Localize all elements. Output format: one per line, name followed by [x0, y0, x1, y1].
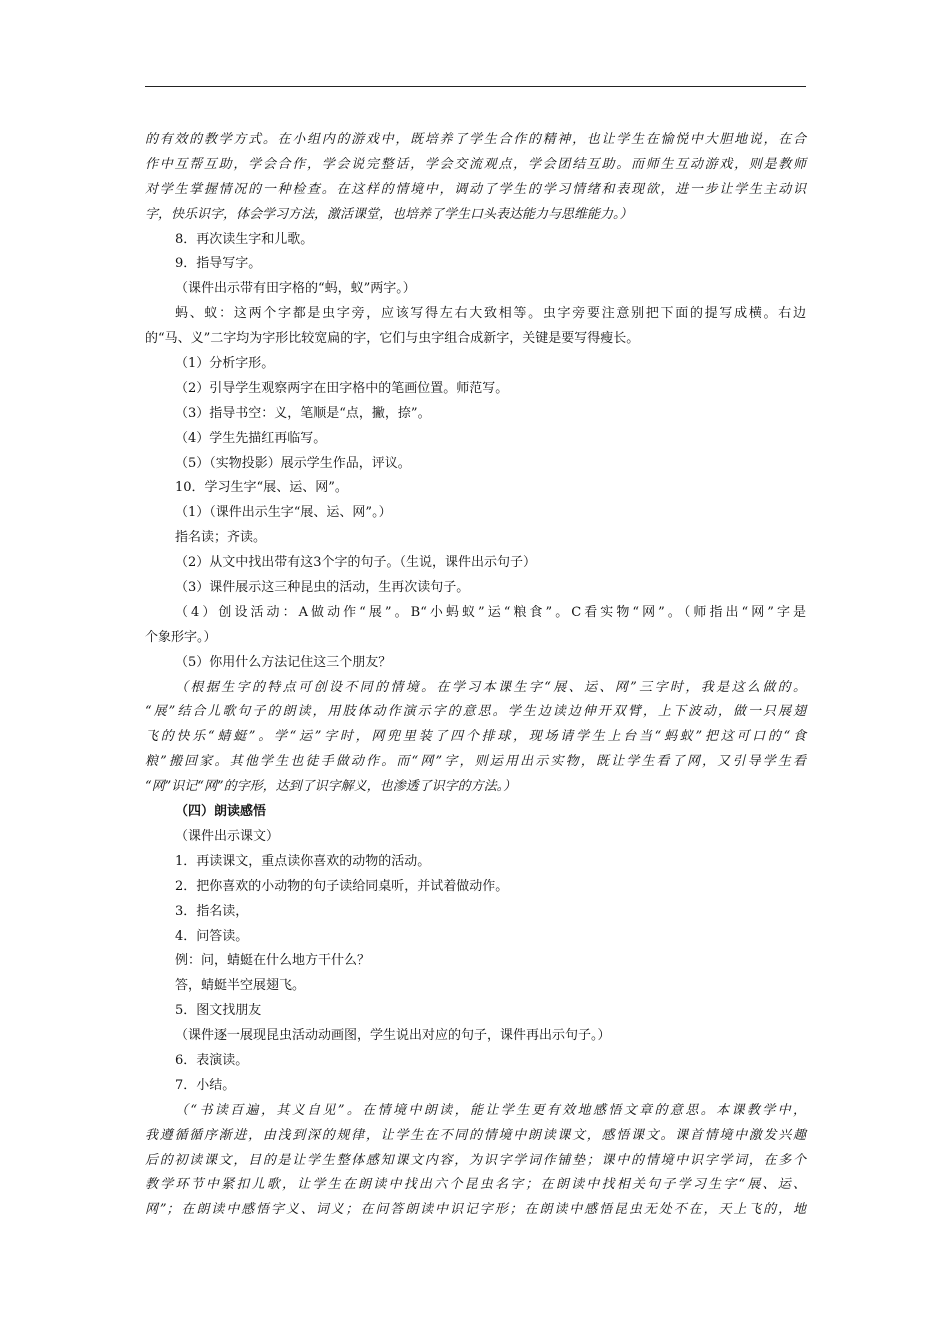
header-rule: [145, 86, 806, 87]
text-line: 教学环节中紧扣儿歌，让学生在朗读中找出六个昆虫名字；在朗读中找相关句子学习生字“展、运、: [145, 1177, 806, 1193]
text-line: （1）分析字形。: [175, 356, 275, 372]
text-line: （“书读百遍，其义自见”。在情境中朗读，能让学生更有效地感悟文章的意思。本课教学中，: [175, 1102, 806, 1118]
document-body: [145, 128, 806, 1223]
text-line: 4．问答读。: [175, 928, 249, 944]
text-line: （四）朗读感悟: [175, 804, 267, 820]
text-line: 的有效的教学方式。在小组内的游戏中，既培养了学生合作的精神，也让学生在愉悦中大胆地说，在合: [145, 132, 806, 147]
text-line: 指名读；齐读。: [175, 530, 267, 546]
text-line: 个象形字。）: [145, 629, 217, 645]
text-line: 我遵循循序渐进，由浅到深的规律，让学生在不同的情境中朗读课文，感悟课文。课首情境中激发兴趣: [145, 1127, 806, 1143]
text-line: （5）你用什么方法记住这三个朋友？: [175, 654, 392, 670]
text-line: 答，蜻蜓半空展翅飞。: [175, 978, 306, 994]
text-line: （课件逐一展现昆虫活动动画图，学生说出对应的句子，课件再出示句子。）: [175, 1028, 611, 1044]
text-line: 2．把你喜欢的小动物的句子读给同桌听，并试着做动作。: [175, 878, 509, 894]
text-line: “展”结合儿歌句子的朗读，用肢体动作演示字的意思。学生边读边伸开双臂，上下波动，做一只展翅: [145, 704, 806, 720]
text-line: （根据生字的特点可创设不同的情境。在学习本课生字“展、运、网”三字时，我是这么做的。: [175, 679, 806, 695]
text-line: （3）指导书空：义，笔顺是“点，撇，捺”。: [175, 405, 431, 421]
text-line: 6．表演读。: [175, 1052, 249, 1068]
text-line: 作中互帮互助，学会合作，学会说完整话，学会交流观点，学会团结互助。而师生互动游戏，则是教师: [145, 156, 806, 172]
text-line: （5）（实物投影）展示学生作品，评议。: [175, 455, 411, 471]
text-line: （4）学生先描红再临写。: [175, 430, 327, 446]
text-line: 10．学习生字“展、运、网”。: [175, 480, 348, 496]
text-line: 7．小结。: [175, 1077, 236, 1093]
text-line: （2）从文中找出带有这3个字的句子。（生说，课件出示句子）: [175, 555, 537, 571]
text-line: 飞的快乐“蜻蜓”。学“运”字时，网兜里装了四个排球，现场请学生上台当“蚂蚁”把这可口的“食: [145, 729, 806, 745]
text-line: （3）课件展示这三种昆虫的活动，生再次读句子。: [175, 580, 470, 596]
text-line: 对学生掌握情况的一种检查。在这样的情境中，调动了学生的学习情绪和表现欲，进一步让学生主动识: [145, 181, 806, 197]
text-line: 后的初读课文，目的是让学生整体感知课文内容，为识字学词作铺垫；课中的情境中识字学词，在多个: [145, 1152, 806, 1168]
text-line: （2）引导学生观察两字在田字格中的笔画位置。师范写。: [175, 380, 509, 396]
text-line: 8．再次读生字和儿歌。: [175, 231, 314, 247]
text-line: （1）（课件出示生字“展、运、网”。）: [175, 505, 392, 521]
text-line: 粮”搬回家。其他学生也徒手做动作。而“网”字，则运用出示实物，既让学生看了网，又引导学生看: [145, 754, 806, 770]
text-line: 3．指名读，: [175, 903, 249, 919]
text-line: “网”识记“网”的字形，达到了识字解义，也渗透了识字的方法。）: [145, 779, 517, 795]
text-line: 网”；在朗读中感悟字义、词义；在问答朗读中识记字形；在朗读中感悟昆虫无处不在，天上飞的，地: [145, 1202, 806, 1218]
text-line: 例：问，蜻蜓在什么地方干什么？: [175, 953, 371, 969]
text-line: 字，快乐识字，体会学习方法，激活课堂，也培养了学生口头表达能力与思维能力。）: [145, 206, 633, 222]
text-line: 1．再读课文，重点读你喜欢的动物的活动。: [175, 853, 431, 869]
text-line: 9．指导写字。: [175, 256, 262, 272]
text-line: （课件出示带有田字格的“蚂，蚁”两字。）: [175, 281, 416, 297]
text-line: （课件出示课文）: [175, 828, 280, 844]
text-line: 5．图文找朋友: [175, 1003, 262, 1019]
text-line: 的“马、义”二字均为字形比较宽扁的字，它们与虫字组合成新字，关键是要写得瘦长。: [145, 331, 640, 347]
text-line: （4）创设活动：A做动作“展”。B“小蚂蚁”运“粮食”。C看实物“网”。（师指出“网”字是: [175, 604, 806, 620]
text-line: 蚂、蚁：这两个字都是虫字旁，应该写得左右大致相等。虫字旁要注意别把下面的提写成横。右边: [175, 306, 806, 322]
